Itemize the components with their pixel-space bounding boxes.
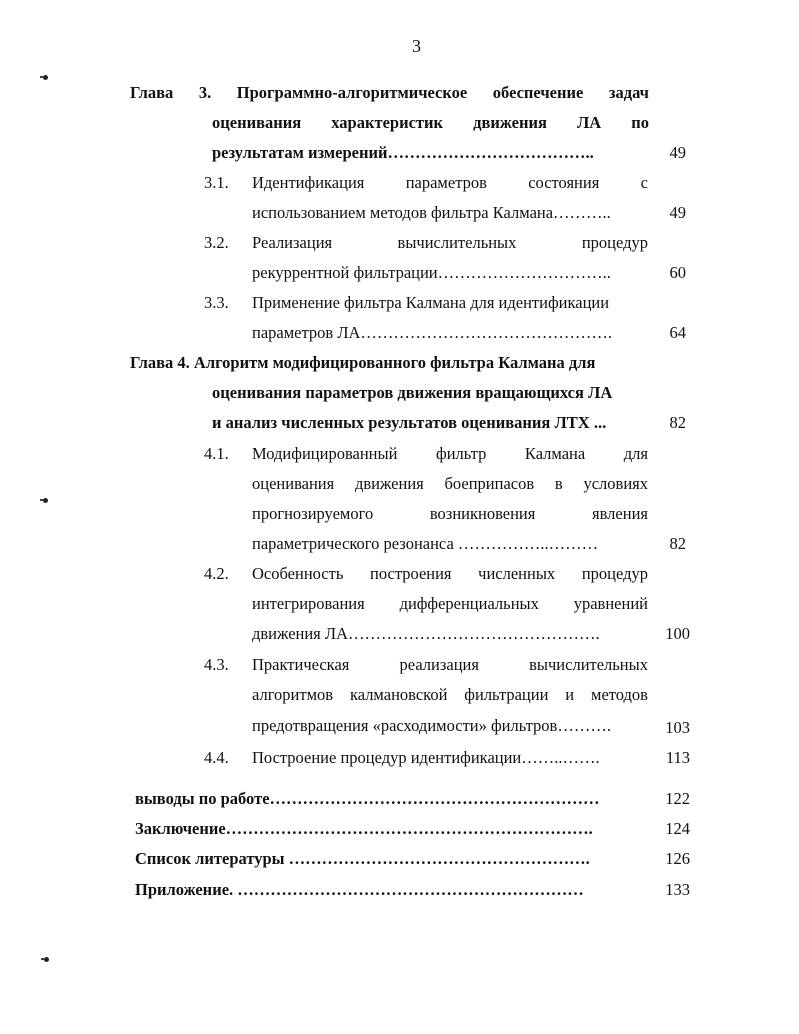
section-4-2-line-2: интегрирования дифференциальных уравнений <box>252 594 648 613</box>
section-3-1-number: 3.1. <box>204 173 229 192</box>
section-3-1-line-1: Идентификация параметров состояния с <box>252 173 648 192</box>
chapter-3-title-line-1: Глава 3. Программно-алгоритмическое обеспечение задач <box>130 83 649 102</box>
chapter-4-title-line-2: оценивания параметров движения вращающихся ЛА <box>212 383 613 402</box>
section-4-1-line-2: оценивания движения боеприпасов в условиях <box>252 474 648 493</box>
section-4-4-line-1: Построение процедур идентификации……..……. <box>252 748 600 767</box>
section-3-1-page: 49 <box>669 203 686 222</box>
scan-mark <box>43 75 48 80</box>
chapter-3-title-line-2: оценивания характеристик движения ЛА по <box>212 113 649 132</box>
section-4-2-number: 4.2. <box>204 564 229 583</box>
summary-label: Заключение…………………………………………………………. <box>135 819 593 838</box>
section-4-4-number: 4.4. <box>204 748 229 767</box>
section-4-2-line-3: движения ЛА………………………………………. <box>252 624 600 643</box>
section-3-1-line-2: использованием методов фильтра Калмана……….. <box>252 203 611 222</box>
chapter-3-title-line-3: результатам измерений……………………………….. <box>212 143 594 162</box>
section-3-3-number: 3.3. <box>204 293 229 312</box>
section-3-2-line-1: Реализация вычислительных процедур <box>252 233 648 252</box>
section-4-3-line-3: предотвращения «расходимости» фильтров………. <box>252 716 611 735</box>
section-4-1-page: 82 <box>669 534 686 553</box>
section-3-3-page: 64 <box>669 323 686 342</box>
scan-mark <box>44 957 49 962</box>
section-4-3-line-2: алгоритмов калмановской фильтрации и методов <box>252 685 648 704</box>
page-number: 3 <box>412 36 421 56</box>
appendix-page: 133 <box>665 880 690 899</box>
section-4-3-line-1: Практическая реализация вычислительных <box>252 655 648 674</box>
references-label: Список литературы ………………………………………………. <box>135 849 590 868</box>
conclusions-page: 122 <box>665 789 690 808</box>
section-4-1-line-3: прогнозируемого возникновения явления <box>252 504 648 523</box>
chapter-4-page: 82 <box>669 413 686 432</box>
section-4-1-line-4: параметрического резонанса ……………..……… <box>252 534 599 553</box>
references-page: 126 <box>665 849 690 868</box>
summary-page: 124 <box>665 819 690 838</box>
section-4-3-page: 103 <box>665 718 690 737</box>
conclusions-label: выводы по работе…………………………………………………… <box>135 789 600 808</box>
chapter-4-title-line-1: Глава 4. Алгоритм модифицированного фильтра Калмана для <box>130 353 596 372</box>
section-4-2-line-1: Особенность построения численных процедур <box>252 564 648 583</box>
section-4-1-number: 4.1. <box>204 444 229 463</box>
section-3-2-line-2: рекуррентной фильтрации………………………….. <box>252 263 611 282</box>
section-3-3-line-1: Применение фильтра Калмана для идентификации <box>252 293 610 312</box>
appendix-label: Приложение. ……………………………………………………… <box>135 880 584 899</box>
section-4-2-page: 100 <box>665 624 690 643</box>
section-3-2-page: 60 <box>669 263 686 282</box>
section-4-4-page: 113 <box>665 748 690 767</box>
section-4-1-line-1: Модифицированный фильтр Калмана для <box>252 444 648 463</box>
scan-mark <box>43 498 48 503</box>
section-3-2-number: 3.2. <box>204 233 229 252</box>
chapter-4-title-line-3: и анализ численных результатов оценивания ЛТХ ... <box>212 413 607 432</box>
chapter-3-page: 49 <box>669 143 686 162</box>
section-3-3-line-2: параметров ЛА………………………………………. <box>252 323 613 342</box>
section-4-3-number: 4.3. <box>204 655 229 674</box>
